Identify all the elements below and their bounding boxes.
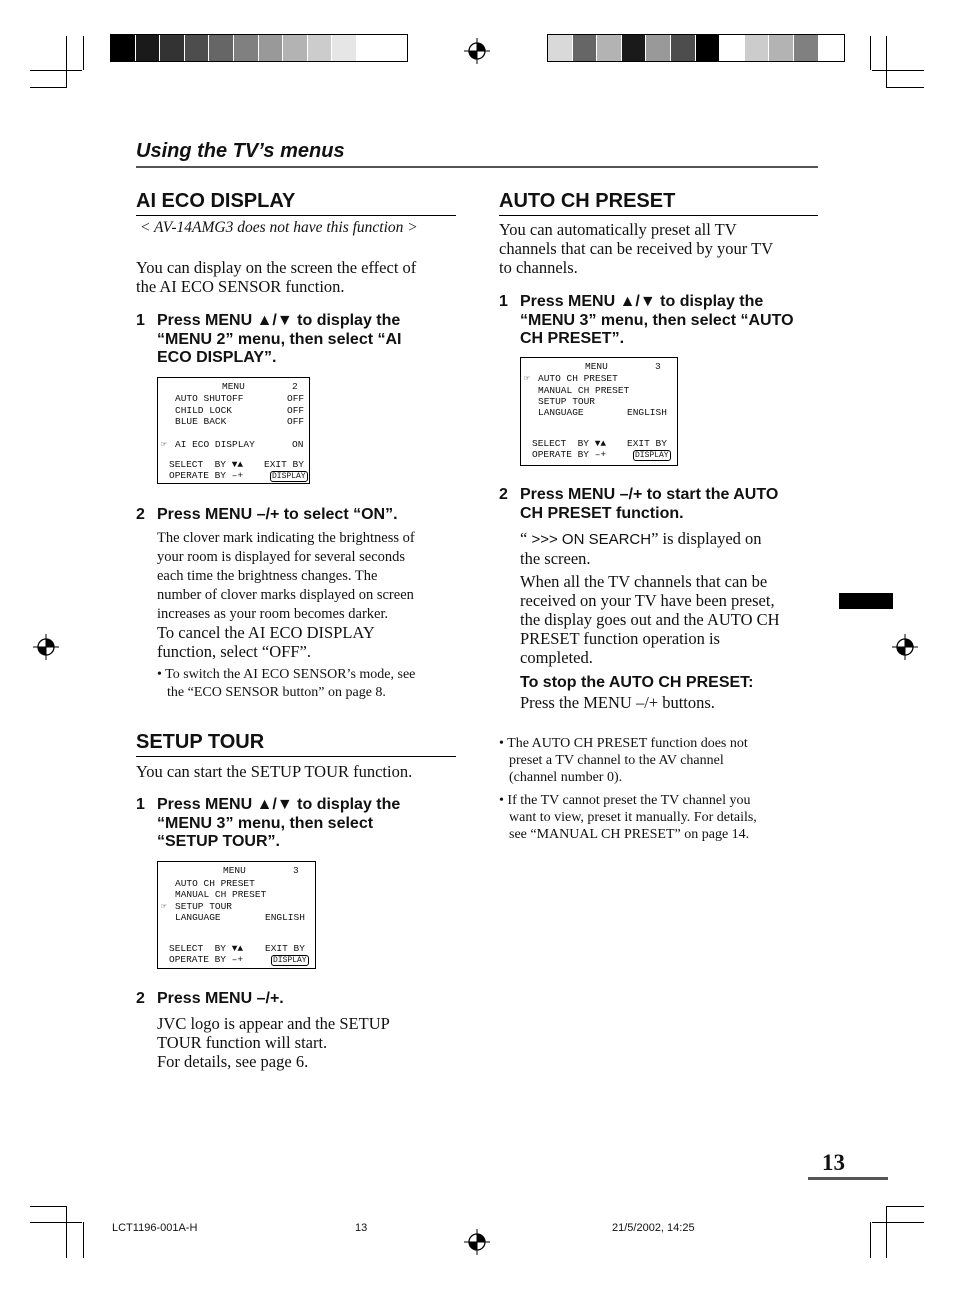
- side-tab-marker: [839, 593, 893, 609]
- auto-ch-heading: AUTO CH PRESET: [499, 190, 818, 216]
- auto-ch-search-text: “ >>> ON SEARCH” is displayed on the screen.: [520, 529, 762, 568]
- setup-tour-step2: 2 Press MENU –/+.: [136, 990, 284, 1007]
- setup-tour-body: JVC logo is appear and the SETUP TOUR function will start. For details, see page 6.: [157, 1014, 390, 1071]
- pointer-hand-icon: ☞: [161, 439, 167, 450]
- ai-eco-step1: 1 Press MENU ▲/▼ to display the “MENU 2” menu, then select “AI ECO DISPLAY”.: [136, 312, 402, 366]
- ai-eco-step2-body: The clover mark indicating the brightness of your room is displayed for several seconds each time the brightness changes. The number of clover marks displayed on screen increases as your room becomes darker.: [157, 530, 415, 622]
- color-swatch: [283, 35, 308, 61]
- color-swatch: [745, 35, 770, 61]
- display-button-label: DISPLAY: [272, 472, 306, 481]
- ai-eco-bullet: • To switch the AI ECO SENSOR’s mode, see the “ECO SENSOR button” on page 8.: [157, 667, 416, 700]
- color-swatch: [573, 35, 598, 61]
- auto-ch-bullet-1: • The AUTO CH PRESET function does not preset a TV channel to the AV channel (channel number 0).: [499, 736, 748, 785]
- pointer-hand-icon: ☞: [161, 901, 167, 912]
- color-swatch: [646, 35, 671, 61]
- footer-page: 13: [355, 1222, 368, 1234]
- color-swatch: [671, 35, 696, 61]
- color-swatch: [597, 35, 622, 61]
- color-swatch: [234, 35, 259, 61]
- ai-eco-heading: AI ECO DISPLAY: [136, 190, 456, 216]
- registration-mark-icon: [464, 1229, 490, 1255]
- color-swatch: [357, 35, 382, 61]
- menu-3-screen-setup-tour: MENU 3 AUTO CH PRESET MANUAL CH PRESET ☞ SETUP TOUR LANGUAGE ENGLISH SELECT BY ▼▲ EXIT BY OPERATE BY –+ DISPLAY: [157, 861, 316, 969]
- grayscale-bar-right: [547, 34, 845, 62]
- color-swatch: [332, 35, 357, 61]
- setup-tour-heading: SETUP TOUR: [136, 731, 456, 757]
- color-swatch: [794, 35, 819, 61]
- footer-date: 21/5/2002, 14:25: [612, 1222, 695, 1234]
- registration-mark-icon: [464, 38, 490, 64]
- color-swatch: [308, 35, 333, 61]
- section-title: [136, 140, 818, 168]
- page-number-text: 13: [822, 1150, 845, 1175]
- display-button-label: DISPLAY: [273, 956, 307, 965]
- ai-eco-intro: You can display on the screen the effect of the AI ECO SENSOR function.: [136, 258, 417, 296]
- menu-3-screen-auto-ch: MENU 3 ☞ AUTO CH PRESET MANUAL CH PRESET SETUP TOUR LANGUAGE ENGLISH SELECT BY ▼▲ EXIT BY OPERATE BY –+ DISPLAY: [520, 357, 678, 466]
- footer-code: LCT1196-001A-H: [112, 1222, 198, 1234]
- color-swatch: [136, 35, 161, 61]
- setup-tour-intro: You can start the SETUP TOUR function.: [136, 762, 413, 781]
- color-swatch: [548, 35, 573, 61]
- color-swatch: [769, 35, 794, 61]
- ai-eco-cancel: To cancel the AI ECO DISPLAY function, select “OFF”.: [157, 623, 375, 661]
- auto-ch-bullet-2: • If the TV cannot preset the TV channel you want to view, preset it manually. For details, see “MANUAL CH PRESET” on page 14.: [499, 793, 757, 842]
- display-button-label: DISPLAY: [635, 451, 669, 460]
- setup-tour-step1: 1 Press MENU ▲/▼ to display the “MENU 3” menu, then select “SETUP TOUR”.: [136, 796, 401, 850]
- auto-ch-intro: You can automatically preset all TV channels that can be received by your TV to channels.: [499, 220, 774, 277]
- registration-mark-icon: [33, 634, 59, 660]
- auto-ch-stop: To stop the AUTO CH PRESET: Press the MENU –/+ buttons.: [520, 674, 754, 712]
- pointer-hand-icon: ☞: [524, 373, 530, 384]
- menu-2-screen: MENU 2 AUTO SHUTOFF OFF CHILD LOCK OFF BLUE BACK OFF ☞ AI ECO DISPLAY ON SELECT BY ▼▲ EXIT BY OPERATE BY –+ DISPLAY: [157, 377, 310, 484]
- grayscale-bar-left: [110, 34, 408, 62]
- color-swatch: [720, 35, 745, 61]
- auto-ch-step2: 2 Press MENU –/+ to start the AUTO CH PRESET function.: [499, 486, 779, 522]
- ai-eco-step2: 2 Press MENU –/+ to select “ON”.: [136, 506, 398, 523]
- color-swatch: [111, 35, 136, 61]
- auto-ch-step1: 1 Press MENU ▲/▼ to display the “MENU 3” menu, then select “AUTO CH PRESET”.: [499, 293, 794, 347]
- color-swatch: [696, 35, 721, 61]
- color-swatch: [209, 35, 234, 61]
- color-swatch: [622, 35, 647, 61]
- color-swatch: [160, 35, 185, 61]
- auto-ch-when: When all the TV channels that can be received on your TV have been preset, the display goes out and the AUTO CH PRESET function operation is completed.: [520, 572, 780, 667]
- color-swatch: [185, 35, 210, 61]
- page-number: [808, 1150, 888, 1180]
- section-title-text: Using the TV’s menus: [136, 140, 345, 162]
- color-swatch: [259, 35, 284, 61]
- ai-eco-note: < AV-14AMG3 does not have this function >: [140, 219, 418, 236]
- registration-mark-icon: [892, 634, 918, 660]
